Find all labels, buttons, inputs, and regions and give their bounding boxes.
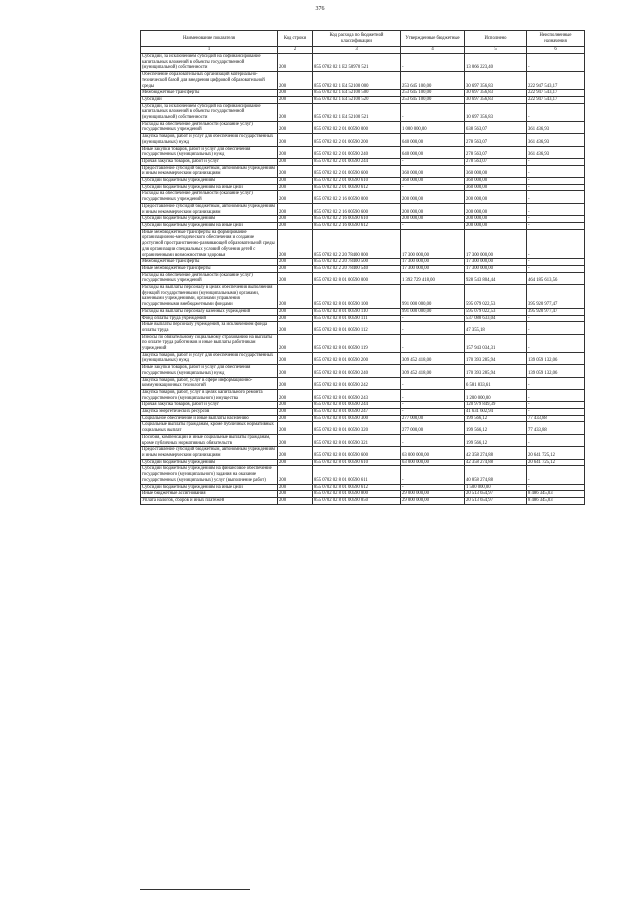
executed-amount-cell: 6 581 833,61	[465, 377, 527, 389]
classification-code-cell: 855 0702 02 8 01 00590 600	[313, 447, 401, 459]
unexecuted-amount-cell: -	[527, 191, 585, 203]
executed-amount-cell: 595 079 022,53	[465, 285, 527, 309]
approved-amount-cell: -	[401, 434, 465, 446]
line-code-cell: 200	[278, 165, 313, 177]
indicator-name-cell: Субсидии бюджетным учреждениям	[141, 216, 278, 223]
line-code-cell: 200	[278, 158, 313, 165]
executed-amount-cell: 200 000,00	[465, 203, 527, 215]
executed-amount-cell: 30 697 356,83	[465, 96, 527, 103]
executed-amount-cell: 199 566,12	[465, 434, 527, 446]
classification-code-cell: 855 0702 02 8 01 00590 200	[313, 352, 401, 364]
line-code-cell: 200	[278, 497, 313, 504]
approved-amount-cell: 63 000 000,00	[401, 447, 465, 459]
classification-code-cell: 855 0702 02 1 Е4 52100 500	[313, 90, 401, 97]
classification-code-cell: 855 0702 02 8 01 00590 242	[313, 377, 401, 389]
line-code-cell: 200	[278, 434, 313, 446]
unexecuted-amount-cell: 395 920 977,47	[527, 308, 585, 315]
approved-amount-cell: 253 645 100,00	[401, 90, 465, 97]
table-row	[141, 389, 585, 401]
table-row	[141, 184, 585, 191]
line-code-cell: 200	[278, 90, 313, 97]
table-row	[141, 178, 585, 185]
indicator-name-cell: Субсидии, за исключением субсидий на софинансирование капитальных вложений в объекты государственной (муниципальной) собственности	[141, 54, 278, 72]
classification-code-cell: 855 0702 02 8 01 00590 111	[313, 315, 401, 322]
approved-amount-cell: -	[401, 389, 465, 401]
executed-amount-cell: 199 566,12	[465, 422, 527, 434]
budget-execution-table	[140, 30, 585, 505]
line-code-cell: 200	[278, 459, 313, 466]
executed-amount-cell: 170 393 285,94	[465, 352, 527, 364]
classification-code-cell: 855 0702 02 2 01 00590 610	[313, 178, 401, 185]
line-code-cell: 200	[278, 389, 313, 401]
executed-amount-cell: 200 000,00	[465, 191, 527, 203]
approved-amount-cell: -	[401, 222, 465, 229]
line-code-cell: 200	[278, 415, 313, 422]
line-code-cell: 200	[278, 265, 313, 272]
approved-amount-cell: -	[401, 484, 465, 491]
table-row	[141, 334, 585, 352]
executed-amount-cell: 595 079 022,53	[465, 308, 527, 315]
header-classification-code: Код расхода по бюджетной классификации	[313, 31, 401, 47]
indicator-name-cell: Субсидии бюджетным учреждениям на иные цели	[141, 222, 278, 229]
unexecuted-amount-cell: 222 947 543,17	[527, 96, 585, 103]
indicator-name-cell: Расходы на обеспечение деятельности (оказание услуг) государственных учреждений	[141, 121, 278, 133]
table-row	[141, 158, 585, 165]
approved-amount-cell: 63 000 000,00	[401, 459, 465, 466]
budget-execution-table-container	[140, 30, 584, 505]
executed-amount-cell: 17 300 000,00	[465, 265, 527, 272]
unexecuted-amount-cell: -	[527, 315, 585, 322]
classification-code-cell: 855 0702 02 8 01 00590 243	[313, 389, 401, 401]
approved-amount-cell: 29 000 000,00	[401, 497, 465, 504]
table-row	[141, 285, 585, 309]
indicator-name-cell: Расходы на выплаты персоналу казенных учреждений	[141, 308, 278, 315]
classification-code-cell: 855 0702 02 8 01 00590 320	[313, 422, 401, 434]
approved-amount-cell: 277 000,00	[401, 422, 465, 434]
line-code-cell: 200	[278, 315, 313, 322]
unexecuted-amount-cell: -	[527, 158, 585, 165]
line-code-cell: 200	[278, 229, 313, 259]
indicator-name-cell: Субсидии бюджетным учреждениям на иные цели	[141, 484, 278, 491]
table-row	[141, 72, 585, 90]
unexecuted-amount-cell: -	[527, 409, 585, 416]
approved-amount-cell: 991 000 000,00	[401, 308, 465, 315]
table-row	[141, 191, 585, 203]
table-row	[141, 146, 585, 158]
unexecuted-amount-cell: 77 433,88	[527, 415, 585, 422]
unexecuted-amount-cell: -	[527, 434, 585, 446]
classification-code-cell: 855 0702 02 2 01 00590 000	[313, 121, 401, 133]
approved-amount-cell: 253 645 100,00	[401, 72, 465, 90]
executed-amount-cell: 199 566,12	[465, 415, 527, 422]
indicator-name-cell: Иные закупки товаров, работ и услуг для обеспечения государственных (муниципальных) нужд	[141, 365, 278, 377]
executed-amount-cell: 120 979 849,39	[465, 402, 527, 409]
classification-code-cell: 855 0702 02 2 16 00590 600	[313, 203, 401, 215]
approved-amount-cell: 200 000,00	[401, 216, 465, 223]
indicator-name-cell: Межбюджетные трансферты	[141, 259, 278, 266]
header-approved: Утвержденные бюджетные	[401, 31, 465, 47]
classification-code-cell: 855 0702 02 2 20 78400 000	[313, 229, 401, 259]
classification-code-cell: 855 0702 02 2 01 00590 600	[313, 165, 401, 177]
line-code-cell: 200	[278, 203, 313, 215]
approved-amount-cell: -	[401, 377, 465, 389]
unexecuted-amount-cell: 464 185 613,56	[527, 272, 585, 284]
classification-code-cell: 855 0702 02 2 01 00590 200	[313, 134, 401, 146]
table-row	[141, 134, 585, 146]
executed-amount-cell: 360 000,00	[465, 178, 527, 185]
classification-code-cell: 855 0702 02 2 16 00590 000	[313, 191, 401, 203]
indicator-name-cell: Предоставление субсидий бюджетным, автономным учреждениям и иным некоммерческим организациям	[141, 165, 278, 177]
indicator-name-cell: Субсидии бюджетным учреждениям	[141, 178, 278, 185]
approved-amount-cell: 253 645 100,00	[401, 96, 465, 103]
indicator-name-cell: Социальные выплаты гражданам, кроме публичных нормативных социальных выплат	[141, 422, 278, 434]
executed-amount-cell: 928 543 804,44	[465, 272, 527, 284]
table-row	[141, 103, 585, 121]
line-code-cell: 200	[278, 191, 313, 203]
approved-amount-cell: -	[401, 466, 465, 484]
approved-amount-cell: 309 452 418,00	[401, 365, 465, 377]
unexecuted-amount-cell: -	[527, 165, 585, 177]
approved-amount-cell: 17 300 000,00	[401, 259, 465, 266]
table-row	[141, 491, 585, 498]
unexecuted-amount-cell: 8 486 345,03	[527, 497, 585, 504]
table-row	[141, 365, 585, 377]
executed-amount-cell: 30 697 356,83	[465, 72, 527, 90]
executed-amount-cell: 20 513 654,97	[465, 497, 527, 504]
line-code-cell: 200	[278, 352, 313, 364]
approved-amount-cell: 1 000 000,00	[401, 121, 465, 133]
line-code-cell: 200	[278, 334, 313, 352]
indicator-name-cell: Иные выплаты персоналу учреждений, за исключением фонда оплаты труда	[141, 322, 278, 334]
line-code-cell: 200	[278, 121, 313, 133]
unexecuted-amount-cell: -	[527, 334, 585, 352]
line-code-cell: 200	[278, 184, 313, 191]
approved-amount-cell: -	[401, 54, 465, 72]
indicator-name-cell: Фонд оплаты труда учреждений	[141, 315, 278, 322]
indicator-name-cell: Иные бюджетные ассигнования	[141, 491, 278, 498]
table-row	[141, 497, 585, 504]
column-number: 4	[401, 47, 465, 54]
indicator-name-cell: Прочая закупка товаров, работ и услуг	[141, 158, 278, 165]
executed-amount-cell: 360 000,00	[465, 184, 527, 191]
executed-amount-cell: 157 943 034,31	[465, 334, 527, 352]
indicator-name-cell: Уплата налогов, сборов и иных платежей	[141, 497, 278, 504]
column-number: 3	[313, 47, 401, 54]
indicator-name-cell: Обеспечение образовательных организаций материально-технической базой для внедрения цифровой образовательной среды	[141, 72, 278, 90]
classification-code-cell: 855 0702 02 2 01 00590 240	[313, 146, 401, 158]
indicator-name-cell: Пособия, компенсации и иные социальные выплаты гражданам, кроме публичных нормативных обязательств	[141, 434, 278, 446]
approved-amount-cell: -	[401, 322, 465, 334]
unexecuted-amount-cell: -	[527, 402, 585, 409]
table-row	[141, 259, 585, 266]
classification-code-cell: 855 0702 02 8 01 00590 119	[313, 334, 401, 352]
table-row	[141, 447, 585, 459]
unexecuted-amount-cell: 222 947 543,17	[527, 72, 585, 90]
unexecuted-amount-cell: -	[527, 265, 585, 272]
table-body	[141, 54, 585, 505]
column-number: 5	[465, 47, 527, 54]
column-number-row	[141, 47, 585, 54]
classification-code-cell: 855 0702 02 8 01 00590 300	[313, 415, 401, 422]
indicator-name-cell: Закупка товаров, работ и услуг для обеспечения государственных (муниципальных) нужд	[141, 134, 278, 146]
unexecuted-amount-cell: 222 947 543,17	[527, 90, 585, 97]
classification-code-cell: 855 0702 02 2 01 00590 612	[313, 184, 401, 191]
table-row	[141, 90, 585, 97]
unexecuted-amount-cell: -	[527, 229, 585, 259]
line-code-cell: 200	[278, 54, 313, 72]
approved-amount-cell: 640 000,00	[401, 146, 465, 158]
line-code-cell: 200	[278, 96, 313, 103]
line-code-cell: 200	[278, 178, 313, 185]
approved-amount-cell: 277 000,00	[401, 415, 465, 422]
classification-code-cell: 855 0702 02 2 20 78400 540	[313, 265, 401, 272]
classification-code-cell: 855 0702 02 8 01 00590 110	[313, 308, 401, 315]
executed-amount-cell: 1 200 000,00	[465, 389, 527, 401]
indicator-name-cell: Субсидии бюджетным учреждениям на финансовое обеспечение государственного (муниципального) задания на оказание государственных (муниципальных) услуг (выполнение работ)	[141, 466, 278, 484]
classification-code-cell: 855 0702 02 8 01 00590 850	[313, 497, 401, 504]
indicator-name-cell: Расходы на обеспечение деятельности (оказание услуг) государственных учреждений	[141, 191, 278, 203]
indicator-name-cell: Закупка энергетических ресурсов	[141, 409, 278, 416]
table-row	[141, 165, 585, 177]
line-code-cell: 200	[278, 466, 313, 484]
executed-amount-cell: 20 513 654,97	[465, 491, 527, 498]
table-row	[141, 434, 585, 446]
indicator-name-cell: Социальное обеспечение и иные выплаты населению	[141, 415, 278, 422]
table-row	[141, 409, 585, 416]
table-row	[141, 459, 585, 466]
unexecuted-amount-cell: -	[527, 54, 585, 72]
unexecuted-amount-cell: -	[527, 484, 585, 491]
unexecuted-amount-cell: -	[527, 377, 585, 389]
approved-amount-cell: -	[401, 409, 465, 416]
header-line-code: Код строки	[278, 31, 313, 47]
executed-amount-cell: 42 358 274,88	[465, 447, 527, 459]
indicator-name-cell: Субсидии, за исключением субсидий на софинансирование капитальных вложений в объекты государственной (муниципальной) собственности	[141, 103, 278, 121]
approved-amount-cell: 640 000,00	[401, 134, 465, 146]
approved-amount-cell: 17 300 000,00	[401, 229, 465, 259]
line-code-cell: 200	[278, 134, 313, 146]
executed-amount-cell: 42 358 274,88	[465, 459, 527, 466]
unexecuted-amount-cell: -	[527, 322, 585, 334]
indicator-name-cell: Предоставление субсидий бюджетным, автономным учреждениям и иным некоммерческим организациям	[141, 203, 278, 215]
line-code-cell: 200	[278, 222, 313, 229]
executed-amount-cell: 13 066 223,40	[465, 54, 527, 72]
classification-code-cell: 855 0702 02 8 01 00590 611	[313, 466, 401, 484]
classification-code-cell: 855 0702 02 8 01 00590 000	[313, 272, 401, 284]
classification-code-cell: 855 0702 02 2 20 78400 500	[313, 259, 401, 266]
table-row	[141, 121, 585, 133]
executed-amount-cell: 1 500 000,00	[465, 484, 527, 491]
indicator-name-cell: Иные закупки товаров, работ и услуг для обеспечения государственных (муниципальных) нужд	[141, 146, 278, 158]
approved-amount-cell: -	[401, 315, 465, 322]
table-row	[141, 422, 585, 434]
line-code-cell: 200	[278, 322, 313, 334]
footer-rule	[140, 889, 250, 890]
executed-amount-cell: 47 355,18	[465, 322, 527, 334]
indicator-name-cell: Расходы на обеспечение деятельности (оказание услуг) государственных учреждений	[141, 272, 278, 284]
table-row	[141, 229, 585, 259]
line-code-cell: 200	[278, 285, 313, 309]
unexecuted-amount-cell: 8 486 345,03	[527, 491, 585, 498]
executed-amount-cell: 41 631 602,94	[465, 409, 527, 416]
approved-amount-cell: 360 000,00	[401, 178, 465, 185]
executed-amount-cell: 360 000,00	[465, 165, 527, 177]
page-number: 376	[315, 6, 325, 12]
line-code-cell: 200	[278, 402, 313, 409]
table-row	[141, 265, 585, 272]
table-row	[141, 484, 585, 491]
line-code-cell: 200	[278, 272, 313, 284]
approved-amount-cell: 309 452 418,00	[401, 352, 465, 364]
column-number: 6	[527, 47, 585, 54]
approved-amount-cell: -	[401, 103, 465, 121]
line-code-cell: 200	[278, 72, 313, 90]
indicator-name-cell: Субсидии	[141, 96, 278, 103]
classification-code-cell: 855 0702 02 1 Е2 50970 521	[313, 54, 401, 72]
line-code-cell: 200	[278, 365, 313, 377]
unexecuted-amount-cell: 361 436,93	[527, 134, 585, 146]
unexecuted-amount-cell: -	[527, 103, 585, 121]
table-row	[141, 308, 585, 315]
unexecuted-amount-cell: 20 641 725,12	[527, 459, 585, 466]
table-row	[141, 222, 585, 229]
indicator-name-cell: Закупка товаров, работ, услуг в сфере информационно-коммуникационных технологий	[141, 377, 278, 389]
approved-amount-cell: -	[401, 184, 465, 191]
line-code-cell: 200	[278, 308, 313, 315]
executed-amount-cell: 30 697 356,83	[465, 90, 527, 97]
approved-amount-cell: 29 000 000,00	[401, 491, 465, 498]
unexecuted-amount-cell: 361 436,93	[527, 121, 585, 133]
indicator-name-cell: Субсидии бюджетным учреждениям	[141, 459, 278, 466]
column-number: 1	[141, 47, 278, 54]
unexecuted-amount-cell: 20 641 725,12	[527, 447, 585, 459]
classification-code-cell: 855 0702 02 1 Е4 52100 521	[313, 103, 401, 121]
unexecuted-amount-cell: 77 433,88	[527, 422, 585, 434]
classification-code-cell: 855 0702 02 1 Е4 52100 000	[313, 72, 401, 90]
table-row	[141, 466, 585, 484]
unexecuted-amount-cell: -	[527, 222, 585, 229]
unexecuted-amount-cell: 361 436,93	[527, 146, 585, 158]
executed-amount-cell: 170 393 285,94	[465, 365, 527, 377]
indicator-name-cell: Закупка товаров, работ и услуг для обеспечения государственных (муниципальных) нужд	[141, 352, 278, 364]
line-code-cell: 200	[278, 103, 313, 121]
unexecuted-amount-cell: -	[527, 178, 585, 185]
table-row	[141, 203, 585, 215]
approved-amount-cell: -	[401, 158, 465, 165]
executed-amount-cell: 537 088 633,04	[465, 315, 527, 322]
classification-code-cell: 855 0702 02 8 01 00590 321	[313, 434, 401, 446]
table-row	[141, 96, 585, 103]
classification-code-cell: 855 0702 02 8 01 00590 247	[313, 409, 401, 416]
unexecuted-amount-cell: -	[527, 184, 585, 191]
unexecuted-amount-cell: -	[527, 259, 585, 266]
line-code-cell: 200	[278, 409, 313, 416]
line-code-cell: 200	[278, 146, 313, 158]
table-row	[141, 402, 585, 409]
column-number: 2	[278, 47, 313, 54]
indicator-name-cell: Межбюджетные трансферты	[141, 90, 278, 97]
table-row	[141, 415, 585, 422]
approved-amount-cell: -	[401, 402, 465, 409]
indicator-name-cell: Иные межбюджетные трансферты	[141, 265, 278, 272]
executed-amount-cell: 278 563,07	[465, 146, 527, 158]
approved-amount-cell: 17 300 000,00	[401, 265, 465, 272]
approved-amount-cell: -	[401, 334, 465, 352]
classification-code-cell: 855 0702 02 8 01 00590 800	[313, 491, 401, 498]
unexecuted-amount-cell: 139 059 132,06	[527, 352, 585, 364]
executed-amount-cell: 278 563,07	[465, 134, 527, 146]
indicator-name-cell: Предоставление субсидий бюджетным, автономным учреждениям и иным некоммерческим организациям	[141, 447, 278, 459]
executed-amount-cell: 638 563,07	[465, 121, 527, 133]
line-code-cell: 200	[278, 491, 313, 498]
unexecuted-amount-cell: 395 920 977,47	[527, 285, 585, 309]
indicator-name-cell: Прочая закупка товаров, работ и услуг	[141, 402, 278, 409]
table-row	[141, 216, 585, 223]
executed-amount-cell: 200 000,00	[465, 222, 527, 229]
table-row	[141, 315, 585, 322]
executed-amount-cell: 40 858 274,88	[465, 466, 527, 484]
table-row	[141, 377, 585, 389]
header-indicator-name: Наименование показателя	[141, 31, 278, 47]
table-row	[141, 54, 585, 72]
classification-code-cell: 855 0702 02 8 01 00590 612	[313, 484, 401, 491]
classification-code-cell: 855 0702 02 8 01 00590 610	[313, 459, 401, 466]
indicator-name-cell: Иные межбюджетные трансферты на формирование организационно-методического обеспечения и создание доступной пространственно-развивающей образовательной среды для организации специальных условий обучения детей с ограниченными возможностями здоровья	[141, 229, 278, 259]
classification-code-cell: 855 0702 02 8 01 00590 240	[313, 365, 401, 377]
executed-amount-cell: 200 000,00	[465, 216, 527, 223]
unexecuted-amount-cell: -	[527, 203, 585, 215]
line-code-cell: 200	[278, 216, 313, 223]
classification-code-cell: 855 0702 02 8 01 00590 244	[313, 402, 401, 409]
approved-amount-cell: 200 000,00	[401, 203, 465, 215]
approved-amount-cell: 360 000,00	[401, 165, 465, 177]
approved-amount-cell: 200 000,00	[401, 191, 465, 203]
classification-code-cell: 855 0702 02 2 16 00590 612	[313, 222, 401, 229]
line-code-cell: 200	[278, 377, 313, 389]
classification-code-cell: 855 0702 02 2 01 00590 244	[313, 158, 401, 165]
header-unexecuted: Неисполненные назначения	[527, 31, 585, 47]
approved-amount-cell: 991 000 000,00	[401, 285, 465, 309]
classification-code-cell: 855 0702 02 1 Е4 52100 520	[313, 96, 401, 103]
classification-code-cell: 855 0702 02 2 16 00590 610	[313, 216, 401, 223]
indicator-name-cell: Расходы на выплаты персоналу в целях обеспечения выполнения функций государственными (муниципальными) органами, казенными учреждениями, органами управления государственными внебюджетными фондами	[141, 285, 278, 309]
line-code-cell: 200	[278, 484, 313, 491]
classification-code-cell: 855 0702 02 8 01 00590 112	[313, 322, 401, 334]
classification-code-cell: 855 0702 02 8 01 00590 100	[313, 285, 401, 309]
indicator-name-cell: Взносы по обязательному социальному страхованию на выплаты по оплате труда работников и иные выплаты работникам учреждений	[141, 334, 278, 352]
executed-amount-cell: 10 697 356,83	[465, 103, 527, 121]
line-code-cell: 200	[278, 447, 313, 459]
unexecuted-amount-cell: -	[527, 216, 585, 223]
executed-amount-cell: 278 563,07	[465, 158, 527, 165]
header-row	[141, 31, 585, 47]
indicator-name-cell: Закупка товаров, работ, услуг в целях капитального ремонта государственного (муниципального) имущества	[141, 389, 278, 401]
unexecuted-amount-cell: -	[527, 466, 585, 484]
line-code-cell: 200	[278, 422, 313, 434]
executed-amount-cell: 17 300 000,00	[465, 229, 527, 259]
table-row	[141, 352, 585, 364]
table-row	[141, 322, 585, 334]
table-row	[141, 272, 585, 284]
header-executed: Исполнено	[465, 31, 527, 47]
unexecuted-amount-cell: 139 059 132,06	[527, 365, 585, 377]
executed-amount-cell: 17 300 000,00	[465, 259, 527, 266]
unexecuted-amount-cell: -	[527, 389, 585, 401]
approved-amount-cell: 1 392 729 418,00	[401, 272, 465, 284]
indicator-name-cell: Субсидии бюджетным учреждениям на иные цели	[141, 184, 278, 191]
line-code-cell: 200	[278, 259, 313, 266]
